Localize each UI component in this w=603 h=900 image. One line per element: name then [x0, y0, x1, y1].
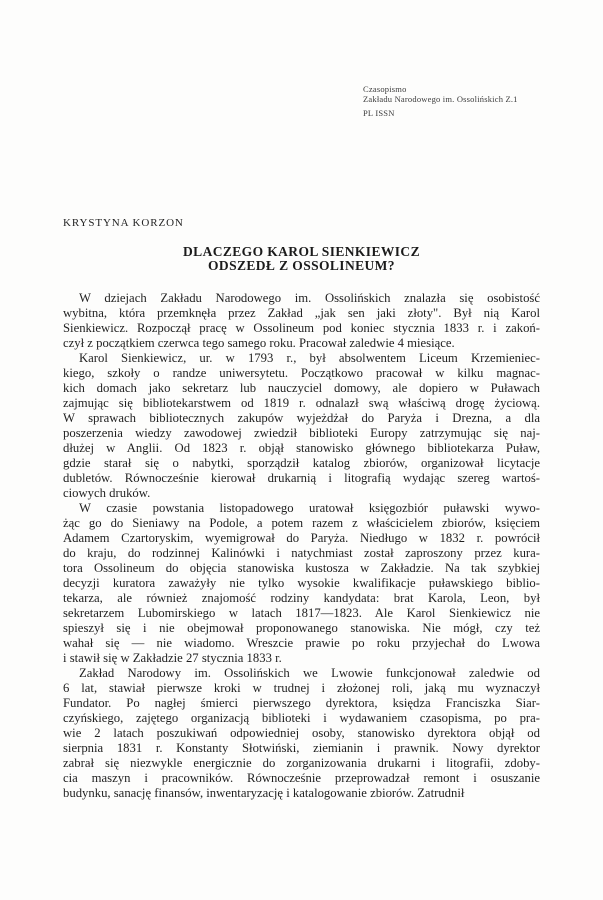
text-line: Zakład Narodowy im. Ossolińskich we Lwowie funkcjonował zaledwie od	[79, 666, 540, 680]
text-line: spieszył się i nie obejmował proponowanego stanowiska. Nie mógł, czy też	[63, 621, 540, 635]
article-title-line-2: ODSZEDŁ Z OSSOLINEUM?	[208, 257, 395, 273]
text-line: dłużej w Anglii. Od 1823 r. objął stanowisko głównego bibliotekarza Puław,	[63, 441, 540, 455]
author-name: KRYSTYNA KORZON	[63, 217, 184, 229]
colophon-journal-label: Czasopismo	[363, 84, 407, 94]
text-line: sekretarzem Lubomirskiego w latach 1817—1823. Ale Karol Sienkiewicz nie	[63, 606, 540, 620]
text-line: czył z początkiem czerwca tego samego roku. Pracował zaledwie 4 miesiące.	[63, 336, 455, 350]
text-line: wahał się — nie wiadomo. Wreszcie prawie po roku przyjechał do Lwowa	[63, 636, 540, 650]
text-line: zajmując się bibliotekarstwem od 1819 r. odnalazł swą właściwą drogę życiową.	[63, 396, 540, 410]
article-title-line-1: DLACZEGO KAROL SIENKIEWICZ	[183, 244, 420, 259]
paragraph	[63, 291, 540, 351]
text-line: dubletów. Równocześnie kierował drukarnią i litografią wydając szereg wartoś-	[63, 471, 540, 485]
text-line: W czasie powstania listopadowego uratował księgozbiór puławski wywo-	[79, 501, 540, 515]
text-line: zabrał się niezwykle energicznie do zorganizowania drukarni i litografii, zdoby-	[63, 756, 540, 770]
text-line: budynku, sanację finansów, inwentaryzację i katalogowanie zbiorów. Zatrudnił	[63, 786, 465, 800]
colophon-issn: PL ISSN	[363, 108, 395, 118]
text-line: Sienkiewicz. Rozpoczął pracę w Ossolineum pod koniec stycznia 1833 r. i zakoń-	[63, 321, 540, 335]
article-body	[63, 291, 540, 801]
text-line: kiego, szkoły o randze uniwersytetu. Początkowo pracował w kilku magnac-	[63, 366, 540, 380]
text-line: tekarza, ale również znajomość rodziny kandydata: brat Karola, Leon, był	[63, 591, 540, 605]
paragraph	[63, 501, 540, 666]
text-line: Karol Sienkiewicz, ur. w 1793 r., był absolwentem Liceum Krzemieniec-	[79, 351, 540, 365]
text-line: Adamem Czartoryskim, wyemigrował do Paryża. Niedługo w 1832 r. powrócił	[63, 531, 540, 545]
text-line: ciowych druków.	[63, 486, 151, 500]
text-line: i stawił się w Zakładzie 27 stycznia 1833 r.	[63, 651, 282, 665]
paragraph	[63, 666, 540, 801]
text-line: cia maszyn i pracowników. Równocześnie przeprowadzał remont i osuszanie	[63, 771, 540, 785]
article-title	[63, 245, 540, 272]
text-line: decyzji kuratora zaważyły nie tylko wysokie kwalifikacje puławskiego biblio-	[63, 576, 540, 590]
colophon-institute-line: Zakładu Narodowego im. Ossolińskich Z.1	[363, 94, 518, 104]
text-line: wie 2 latach poszukiwań odpowiedniej osoby, stanowisko dyrektora objął od	[63, 726, 540, 740]
text-line: gdzie starał się o nabytki, sporządził katalog zbiorów, organizował licytacje	[63, 456, 540, 470]
text-line: kich domach jako sekretarz lub nauczyciel domowy, ale dopiero w Puławach	[63, 381, 540, 395]
text-line: czyńskiego, zajętego organizacją biblioteki i wydawaniem czasopisma, po pra-	[63, 711, 540, 725]
text-line: 6 lat, stawiał pierwsze kroki w trudnej i złożonej roli, jaką mu wyznaczył	[63, 681, 540, 695]
text-line: wybitna, która przemknęła przez Zakład „jak sen jaki złoty". Był nią Karol	[63, 306, 540, 320]
paragraph	[63, 351, 540, 501]
text-line: do kraju, do rodzinnej Kalinówki i natychmiast został zaproszony przez kura-	[63, 546, 540, 560]
text-line: tora Ossolineum do objęcia stanowiska kustosza w Zakładzie. Na tak szybkiej	[63, 561, 540, 575]
text-line: Fundator. Po nagłej śmierci pierwszego dyrektora, księdza Franciszka Siar-	[63, 696, 540, 710]
text-line: W sprawach bibliotecznych zakupów wyjeżdżał do Paryża i Drezna, a dla	[63, 411, 540, 425]
text-line: poszerzenia wiedzy zawodowej zwiedził biblioteki Europy zatrzymując się naj-	[63, 426, 540, 440]
text-line: sierpnia 1831 r. Konstanty Słotwiński, ziemianin i prawnik. Nowy dyrektor	[63, 741, 540, 755]
text-line: żąc go do Sieniawy na Podole, a potem razem z właścicielem zbiorów, księciem	[63, 516, 540, 530]
journal-colophon	[363, 84, 518, 118]
text-line: W dziejach Zakładu Narodowego im. Ossolińskich znalazła się osobistość	[79, 291, 540, 305]
